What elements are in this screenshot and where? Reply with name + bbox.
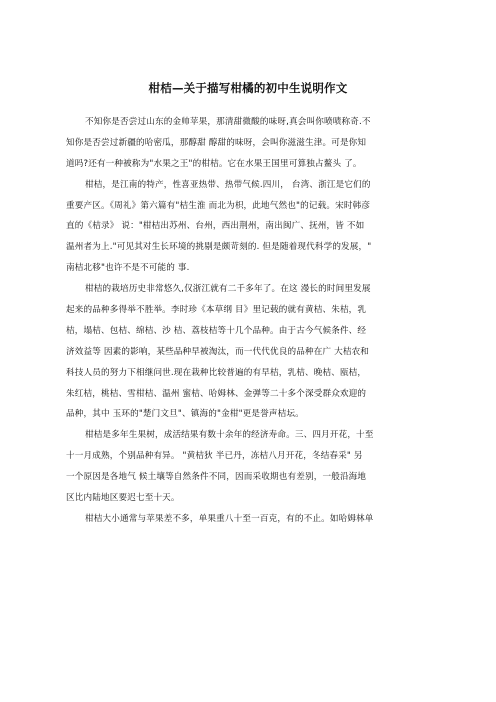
body-line: 南桔北移"也许不是不可能的 事. — [66, 263, 190, 274]
body-line: 区比内陆地区要迟七至十天。 — [66, 493, 180, 504]
body-line: 直的《桔录》 说："柑桔出苏州、台州，西出荆州，南出闽广、抚州，皆 不如 — [66, 221, 365, 232]
body-line: 科技人员的努力下相继问世.现在栽种比较普遍的有早桔，乳桔、晚桔、瓯桔， — [66, 367, 367, 378]
body-line: 朱红桔，桃桔、雪柑桔、温州 蜜桔、哈姆林、金弹等二十多个深受群众欢迎的 — [66, 388, 367, 399]
body-line: 温州者为上."可见其对生长环境的挑剔是颇苛刻的. 但是随着现代科学的发展，" — [66, 242, 372, 253]
body-line: 柑桔的栽培历史非常悠久,仅浙江就有二千多年了。在这 漫长的时间里发展 — [85, 284, 371, 295]
body-line: 重要产区。《周礼》第六篇有"桔生淮 而北为枳，此地气然也"的记载。宋时韩彦 — [66, 200, 371, 211]
body-line: 品种，其中 玉环的"楚门文旦"、镇海的"金柑"更是誉声桔坛。 — [66, 409, 304, 420]
body-line: 柑桔是多年生果树，成活结果有数十余年的经济寿命。三、四月开花，十至 — [85, 430, 374, 441]
document-body — [66, 112, 436, 530]
body-line: 一个原因是各地气 候土壤等自然条件不同，因而采收期也有差别，一般沿海地 — [66, 472, 367, 483]
body-line: 不知你是否尝过山东的金帅苹果，那清甜微酸的味呀,真会叫你喷啧称奇.不 — [85, 117, 371, 127]
body-line: 柑桔，是江南的特产，性喜亚热带、热带气候.四川， 台湾、浙江是它们的 — [85, 179, 371, 190]
body-line: 桔，塌桔、包桔、绵桔、沙 桔、荔枝桔等十几个品种。由于古今气候条件、经 — [66, 325, 367, 336]
body-line: 十一月成熟，个别品种有异。 "黄桔狄 半已丹，冻桔八月开花，冬结春采" 另 — [66, 451, 363, 462]
body-line: 济效益等 因素的影响，某些品种早被淘汰，而一代代优良的品种在广 大桔农和 — [66, 346, 370, 357]
document-title: 柑桔—关于描写柑橘的初中生说明作文 — [148, 81, 348, 95]
body-line: 知你是否尝过新疆的哈密瓜，那醇甜 醇甜的味呀，会叫你滋滋生津。可是你知 — [66, 137, 367, 148]
body-line: 柑桔大小通常与苹果差不多，单果重八十至一百克，有的不止。如哈姆林单 — [85, 513, 374, 524]
body-line: 起来的品种多得举不胜举。李时珍《本草纲 目》里记载的就有黄桔、朱桔，乳 — [66, 305, 367, 316]
body-line: 道吗?还有一种被称为"水果之王"的柑桔。它在水果王国里可算独占鳌头 了。 — [66, 158, 362, 169]
